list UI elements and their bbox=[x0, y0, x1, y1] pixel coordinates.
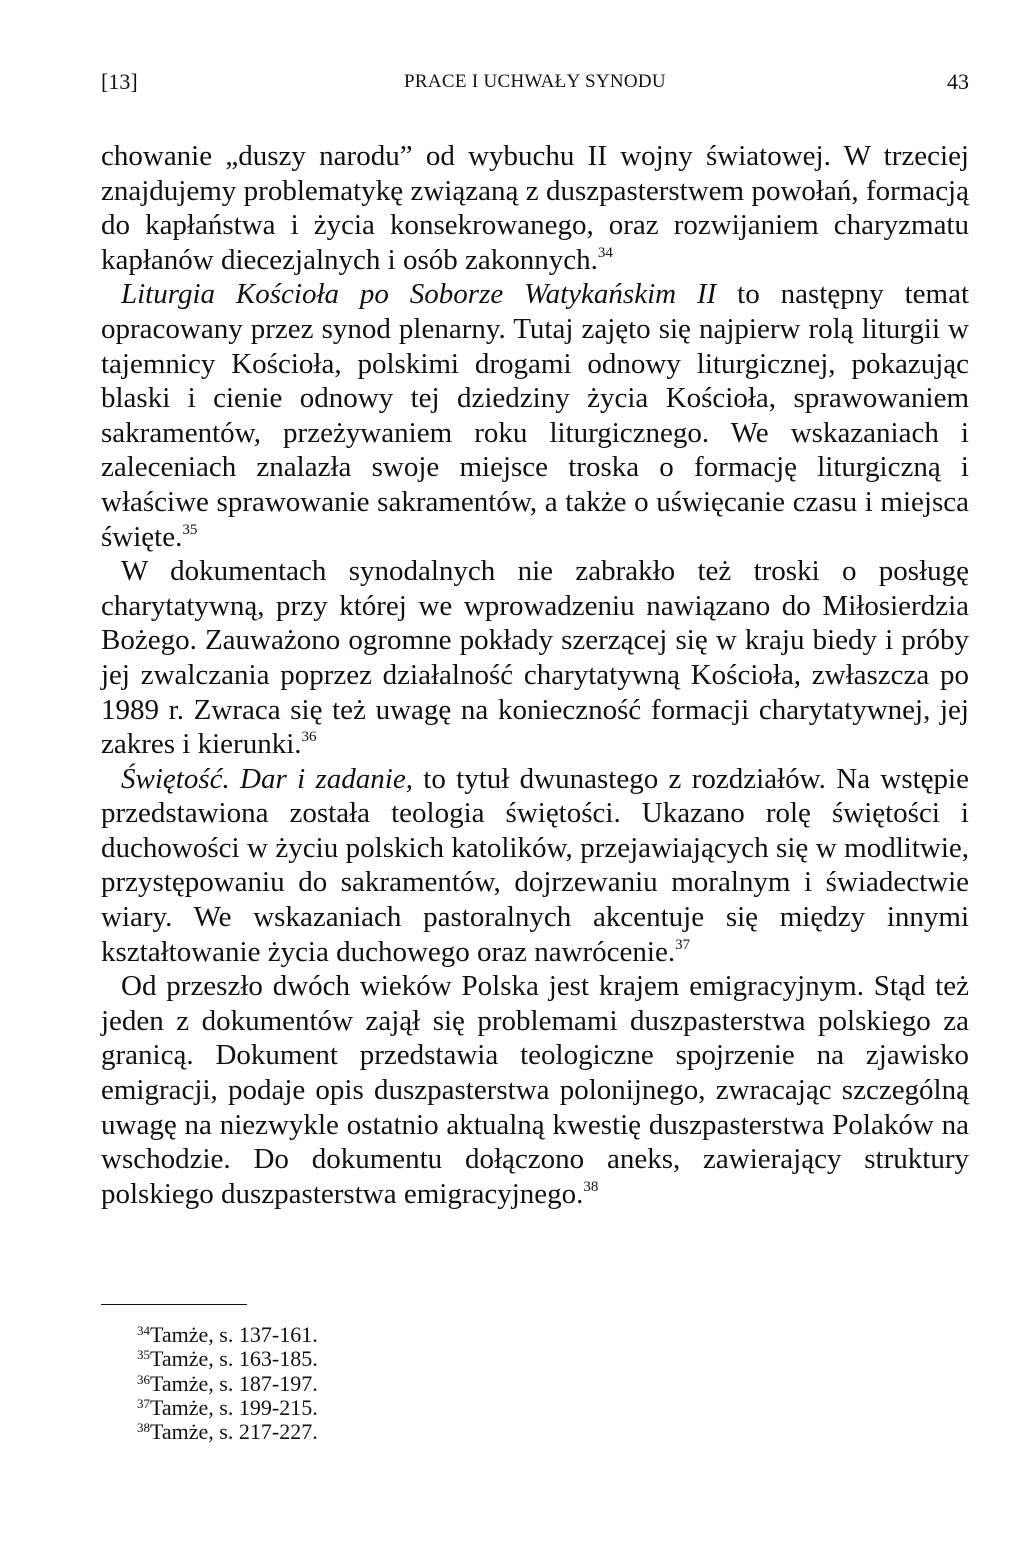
footnote-ref-34: 34 bbox=[597, 244, 613, 261]
paragraph-4-text: to tytuł dwunastego z rozdziałów. Na wstępie przedstawiona została teologia świętości. Ukazano rolę świętości i duchowości w życiu polskich katolików, przejawiających się w modlitwie, przystępowaniu do sakramentów, dojrzewaniu moralnym i świadectwie wiary. We wskazaniach pastoralnych akcentuje się między innymi kształtowanie życia duchowego oraz nawrócenie. bbox=[101, 762, 969, 968]
footnote-number: 37 bbox=[137, 1395, 150, 1411]
footnote-text: Tamże, s. 187-197. bbox=[150, 1370, 318, 1396]
paragraph-4-title: Świętość. Dar i zadanie, bbox=[121, 762, 413, 795]
paragraph-5 bbox=[101, 969, 969, 1211]
footnotes bbox=[137, 1323, 318, 1444]
paragraph-1 bbox=[101, 139, 969, 277]
paragraph-4 bbox=[101, 762, 969, 970]
footnote bbox=[137, 1420, 318, 1444]
paragraph-1-text: chowanie „duszy narodu” od wybuchu II wojny światowej. W trzeciej znajdujemy problematykę związaną z duszpasterstwem powołań, formacją do kapłaństwa i życia konsekrowanego, oraz rozwijaniem charyzmatu kapłanów diecezjalnych i osób zakonnych. bbox=[101, 140, 969, 276]
footnote-text: Tamże, s. 137-161. bbox=[150, 1322, 318, 1347]
paragraph-3 bbox=[101, 554, 969, 762]
footnote bbox=[137, 1396, 318, 1420]
footnote-ref-35: 35 bbox=[182, 521, 198, 538]
footnote-text: Tamże, s. 217-227. bbox=[150, 1419, 318, 1445]
page-number: 43 bbox=[947, 69, 969, 94]
paragraph-2-title: Liturgia Kościoła po Soborze Watykańskim II bbox=[121, 278, 717, 311]
footnote bbox=[137, 1372, 318, 1396]
footnote-ref-37: 37 bbox=[675, 936, 691, 953]
paragraph-2-text: to następny temat opracowany przez synod plenarny. Tutaj zajęto się najpierw rolą liturgii w tajemnicy Kościoła, polskimi drogami odnowy liturgicznej, pokazując blaski i cienie odnowy tej dziedziny życia Kościoła, sprawowaniem sakramentów, przeżywaniem roku liturgicznego. We wskazaniach i zaleceniach znalazła swoje miejsce troska o formację liturgiczną i właściwe sprawowanie sakramentów, a także o uświęcanie czasu i miejsca święte. bbox=[101, 278, 969, 553]
footnote-number: 35 bbox=[137, 1347, 150, 1363]
footnote-number: 34 bbox=[137, 1323, 150, 1338]
footnote-ref-38: 38 bbox=[583, 1178, 599, 1195]
paragraph-5-text: Od przeszło dwóch wieków Polska jest krajem emigracyjnym. Stąd też jeden z dokumentów zajął się problemami duszpasterstwa polskiego za granicą. Dokument przedstawia teologiczne spojrzenie na zjawisko emigracji, podaje opis duszpasterstwa polonijnego, zwracając szczególną uwagę na niezwykle ostatnio aktualną kwestię duszpasterstwa Polaków na wschodzie. Do dokumentu dołączono aneks, zawierający struktury polskiego duszpasterstwa emigracyjnego. bbox=[101, 970, 969, 1210]
footnote-separator bbox=[101, 1304, 247, 1305]
footnote-text: Tamże, s. 199-215. bbox=[150, 1394, 318, 1420]
footnote-ref-36: 36 bbox=[301, 729, 317, 746]
section-number: [13] bbox=[101, 69, 138, 94]
footnote bbox=[137, 1323, 318, 1347]
running-title: PRACE I UCHWAŁY SYNODU bbox=[404, 71, 666, 92]
running-head bbox=[101, 62, 969, 102]
footnote-text: Tamże, s. 163-185. bbox=[150, 1346, 318, 1372]
body-text bbox=[101, 139, 969, 1211]
footnote-number: 36 bbox=[137, 1371, 150, 1387]
document-page bbox=[101, 0, 969, 1550]
paragraph-2 bbox=[101, 277, 969, 554]
footnote-number: 38 bbox=[137, 1420, 150, 1436]
footnote bbox=[137, 1347, 318, 1371]
paragraph-3-text: W dokumentach synodalnych nie zabrakło też troski o posługę charytatywną, przy której we wprowadzeniu nawiązano do Miłosierdzia Bożego. Zauważono ogromne pokłady szerzącej się w kraju biedy i próby jej zwalczania poprzez działalność charytatywną Kościoła, zwłaszcza po 1989 r. Zwraca się też uwagę na konieczność formacji charytatywnej, jej zakres i kierunki. bbox=[101, 555, 969, 761]
